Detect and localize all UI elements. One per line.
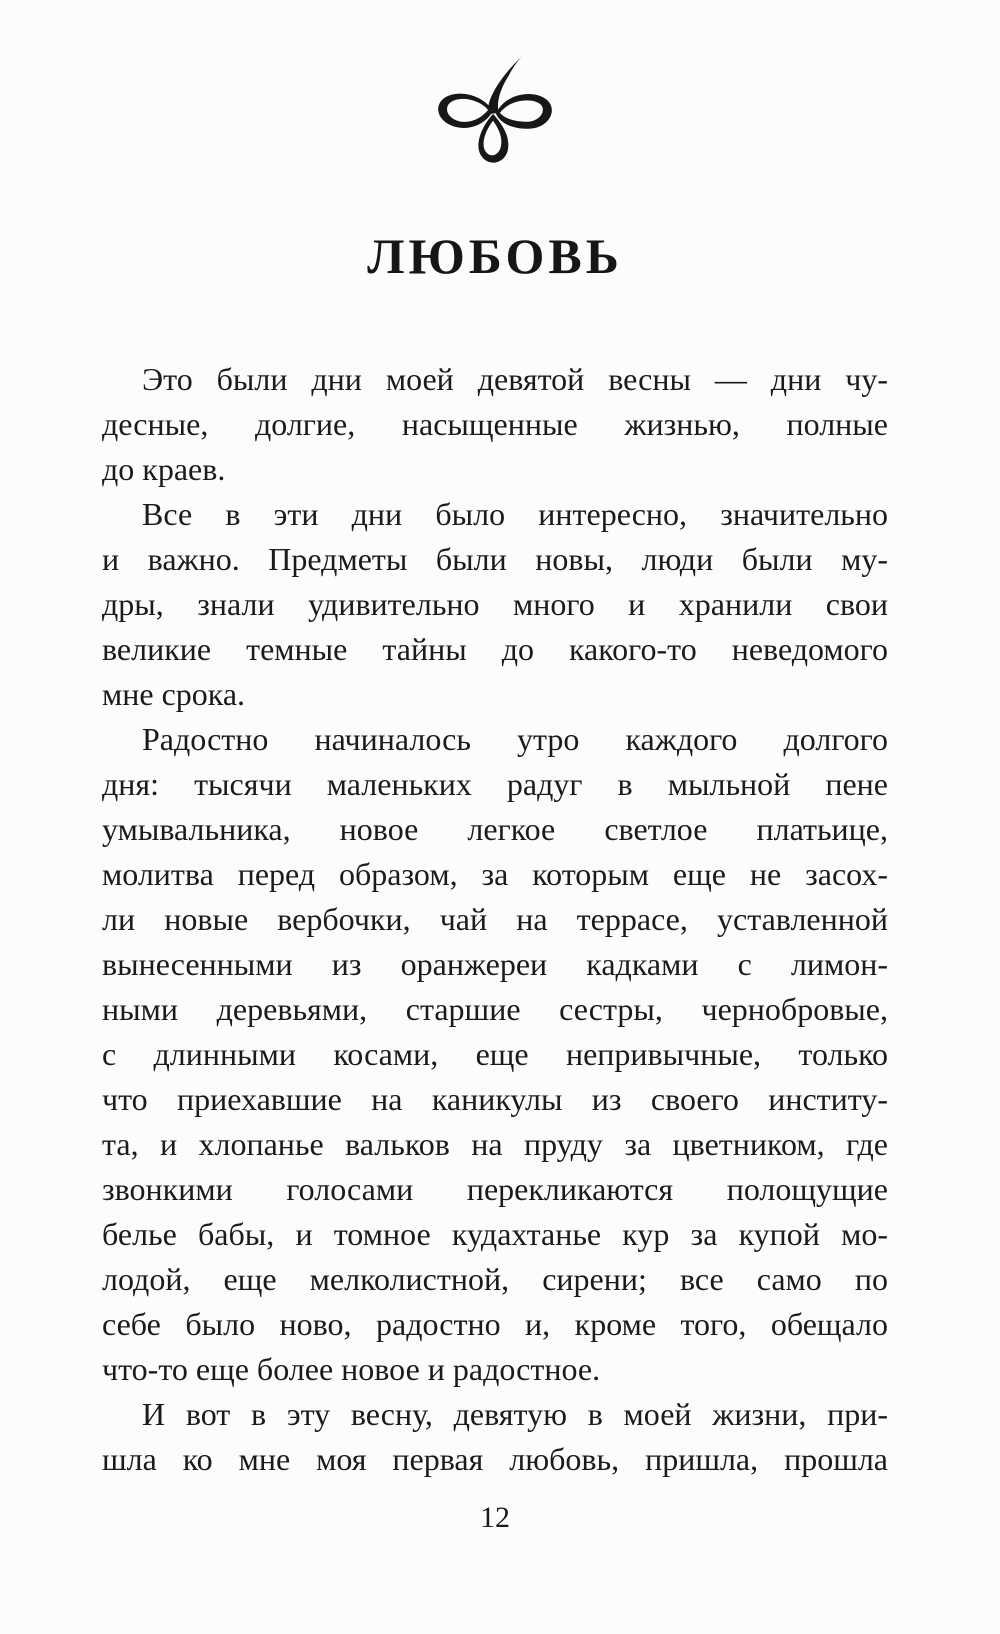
text-line: Все в эти дни было интересно, значительно bbox=[142, 496, 888, 532]
text-line: ными деревьями, старшие сестры, чернобровые, bbox=[102, 991, 888, 1027]
flourish-icon bbox=[431, 48, 559, 166]
text-line: мне срока. bbox=[102, 676, 246, 712]
text-line: шла ко мне моя первая любовь, пришла, прошла bbox=[102, 1441, 888, 1477]
text-line: И вот в эту весну, девятую в моей жизни, при- bbox=[142, 1396, 888, 1432]
text-line: звонкими голосами перекликаются полощущие bbox=[102, 1171, 888, 1207]
chapter-ornament bbox=[102, 48, 888, 166]
text-line: десные, долгие, насыщенные жизнью, полные bbox=[102, 406, 888, 442]
text-line: дры, знали удивительно много и хранили свои bbox=[102, 586, 888, 622]
text-line: вынесенными из оранжереи кадками с лимон- bbox=[102, 946, 888, 982]
text-line: что приехавшие на каникулы из своего институ- bbox=[102, 1081, 888, 1117]
page-number: 12 bbox=[480, 1501, 510, 1534]
text-line: ли новые вербочки, чай на террасе, уставленной bbox=[102, 901, 888, 937]
chapter-title: ЛЮБОВЬ bbox=[367, 228, 623, 284]
text-line: умывальника, новое легкое светлое платьице, bbox=[102, 811, 888, 847]
text-line: молитва перед образом, за которым еще не засох- bbox=[102, 856, 888, 892]
text-line: себе было ново, радостно и, кроме того, обещало bbox=[102, 1306, 888, 1342]
text-line: и важно. Предметы были новы, люди были му- bbox=[102, 541, 888, 577]
text-line: дня: тысячи маленьких радуг в мыльной пене bbox=[102, 766, 888, 802]
text-line: лодой, еще мелколистной, сирени; все само по bbox=[102, 1261, 888, 1297]
text-line: та, и хлопанье вальков на пруду за цветником, где bbox=[102, 1126, 888, 1162]
text-line: белье бабы, и томное кудахтанье кур за купой мо- bbox=[102, 1216, 888, 1252]
body-text bbox=[102, 357, 888, 1482]
text-line: великие темные тайны до какого-то неведомого bbox=[102, 631, 888, 667]
text-line: что-то еще более новое и радостное. bbox=[102, 1351, 601, 1387]
text-line: Радостно начиналось утро каждого долгого bbox=[142, 721, 888, 757]
text-line: до краев. bbox=[102, 451, 226, 487]
text-line: с длинными косами, еще непривычные, только bbox=[102, 1036, 888, 1072]
text-line: Это были дни моей девятой весны — дни чу- bbox=[142, 361, 888, 397]
